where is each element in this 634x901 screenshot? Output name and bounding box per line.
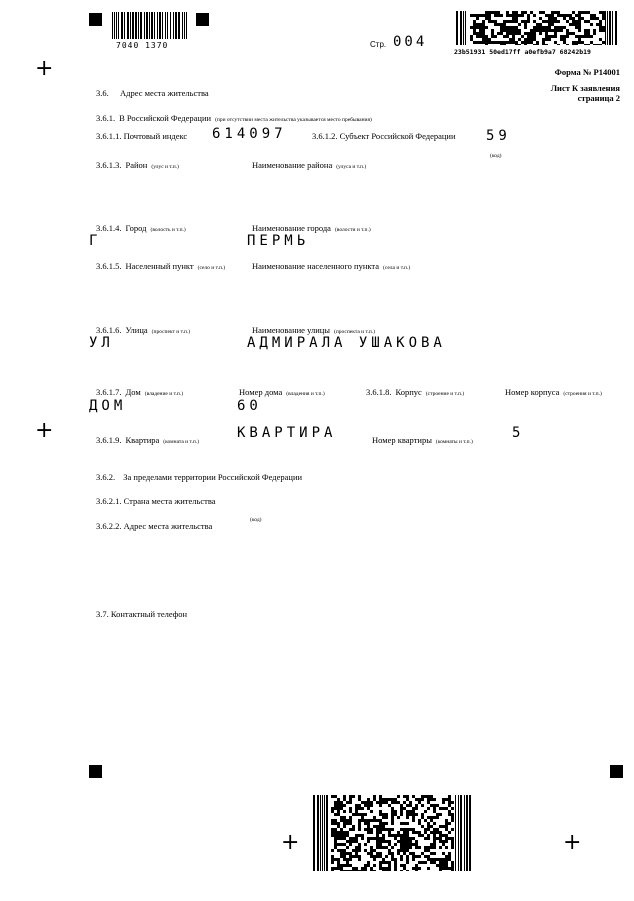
- country-text: Страна места жительства: [123, 496, 216, 506]
- subject-text: Субъект Российской Федерации: [339, 131, 456, 141]
- subject-code-hint: (код): [490, 153, 502, 159]
- locality-text: Населенный пункт: [125, 261, 194, 271]
- apartment-number-field: 3.6.1.9.: [96, 435, 122, 445]
- locality-label: [96, 256, 225, 274]
- street-type-value: УЛ: [89, 335, 114, 351]
- foreign-address-text: Адрес места жительства: [123, 521, 213, 531]
- house-type-value: ДОМ: [89, 398, 127, 414]
- foreign-code-hint: (код): [250, 517, 262, 523]
- corner-mark-top-middle: [196, 13, 209, 26]
- subject-label: [312, 131, 456, 141]
- city-type-value: Г: [89, 233, 102, 249]
- postal-code-value: 614097: [212, 126, 287, 142]
- barcode-number: 7040 1370: [116, 41, 169, 50]
- street-name-value: АДМИРАЛА УШАКОВА: [247, 335, 446, 351]
- section-3-6-1-hint: (при отсутствии места жительства указывается место пребывания): [215, 117, 372, 123]
- city-number: 3.6.1.4.: [96, 223, 122, 233]
- section-3-6-1-number: 3.6.1.: [96, 113, 116, 123]
- 2d-barcode-top: [456, 11, 617, 45]
- section-3-6-1-title: В Российской Федерации: [119, 113, 212, 123]
- apartment-label: [96, 430, 199, 448]
- city-name-hint: (волости и т.п.): [334, 227, 371, 233]
- postal-code-label: [96, 131, 187, 141]
- barcode: [112, 12, 188, 39]
- postal-code-text: Почтовый индекс: [123, 131, 188, 141]
- building-no-hint: (строения и т.п.): [563, 391, 602, 397]
- apartment-no-label: [372, 430, 473, 448]
- section-3-6-number: 3.6.: [96, 88, 109, 98]
- barcode-hash: 23b51931 50ed17ff a0efb9a7 68242b19: [454, 48, 591, 56]
- corner-mark-top-left: [89, 13, 102, 26]
- apartment-no-text: Номер квартиры: [372, 435, 432, 445]
- country-label: [96, 496, 216, 506]
- street-text: Улица: [125, 325, 148, 335]
- street-name-hint: (проспекта и т.п.): [334, 329, 375, 335]
- section-3-6-2-title: За пределами территории Российской Федерации: [123, 472, 303, 482]
- house-hint: (владение и т.п.): [144, 391, 184, 397]
- country-number: 3.6.2.1.: [96, 496, 122, 506]
- street-name-text: Наименование улицы: [252, 325, 331, 335]
- district-number: 3.6.1.3.: [96, 160, 122, 170]
- house-no-value: 60: [237, 398, 262, 414]
- subject-value: 59: [486, 128, 511, 144]
- district-name-hint: (улуса и т.п.): [336, 164, 367, 170]
- building-no-text: Номер корпуса: [505, 387, 560, 397]
- house-text: Дом: [125, 387, 141, 397]
- building-hint: (строение и т.п.): [425, 391, 465, 397]
- locality-number: 3.6.1.5.: [96, 261, 122, 271]
- foreign-address-label: [96, 521, 212, 531]
- building-label: [366, 382, 464, 400]
- locality-name-text: Наименование населенного пункта: [252, 261, 380, 271]
- sheet-page: страница 2: [577, 93, 620, 103]
- corner-mark-bottom-left: [89, 765, 102, 778]
- locality-name-hint: (села и т.п.): [383, 265, 411, 271]
- district-hint: (улус и т.п.): [151, 164, 179, 170]
- phone-label: [96, 609, 187, 619]
- 2d-barcode-bottom: [313, 795, 471, 871]
- building-text: Корпус: [395, 387, 422, 397]
- locality-hint: (село и т.п.): [197, 265, 226, 271]
- apartment-text: Квартира: [125, 435, 160, 445]
- page-number: 004: [393, 34, 428, 50]
- phone-text: Контактный телефон: [110, 609, 188, 619]
- building-no-label: [505, 382, 602, 400]
- house-number-field: 3.6.1.7.: [96, 387, 122, 397]
- section-3-6-2-heading: [96, 472, 302, 482]
- register-cross-left-mid: +: [35, 418, 54, 443]
- city-text: Город: [125, 223, 147, 233]
- house-no-text: Номер дома: [239, 387, 283, 397]
- sheet-label: Лист К заявления: [550, 83, 620, 93]
- section-3-6-1-heading: [96, 108, 372, 126]
- district-name-label: [252, 155, 366, 173]
- register-cross-bottom-right: +: [563, 830, 582, 855]
- city-name-text: Наименование города: [252, 223, 331, 233]
- section-3-6-2-number: 3.6.2.: [96, 472, 116, 482]
- house-no-hint: (владения и т.п.): [286, 391, 325, 397]
- street-number: 3.6.1.6.: [96, 325, 122, 335]
- form-number: Форма № Р14001: [554, 67, 620, 77]
- city-label: [96, 218, 186, 236]
- locality-name-label: [252, 256, 410, 274]
- page-label: Стр.: [370, 40, 387, 49]
- street-hint: (проспект и т.п.): [151, 329, 191, 335]
- district-label: [96, 155, 179, 173]
- register-cross-left-top: +: [35, 56, 54, 81]
- city-name-value: ПЕРМЬ: [247, 233, 310, 249]
- subject-number: 3.6.1.2.: [312, 131, 338, 141]
- phone-number-field: 3.7.: [96, 609, 109, 619]
- apartment-type-value: КВАРТИРА: [237, 425, 337, 441]
- register-cross-bottom-left: +: [281, 830, 300, 855]
- city-hint: (волость и т.п.): [150, 227, 186, 233]
- building-number-field: 3.6.1.8.: [366, 387, 392, 397]
- corner-mark-bottom-right: [610, 765, 623, 778]
- foreign-address-number: 3.6.2.2.: [96, 521, 122, 531]
- postal-code-number: 3.6.1.1.: [96, 131, 122, 141]
- apartment-hint: (комната и т.п.): [163, 439, 199, 445]
- apartment-no-hint: (комнаты и т.п.): [435, 439, 473, 445]
- apartment-no-value: 5: [512, 425, 525, 441]
- district-name-text: Наименование района: [252, 160, 333, 170]
- district-text: Район: [125, 160, 148, 170]
- section-3-6-title: Адрес места жительства: [120, 88, 209, 98]
